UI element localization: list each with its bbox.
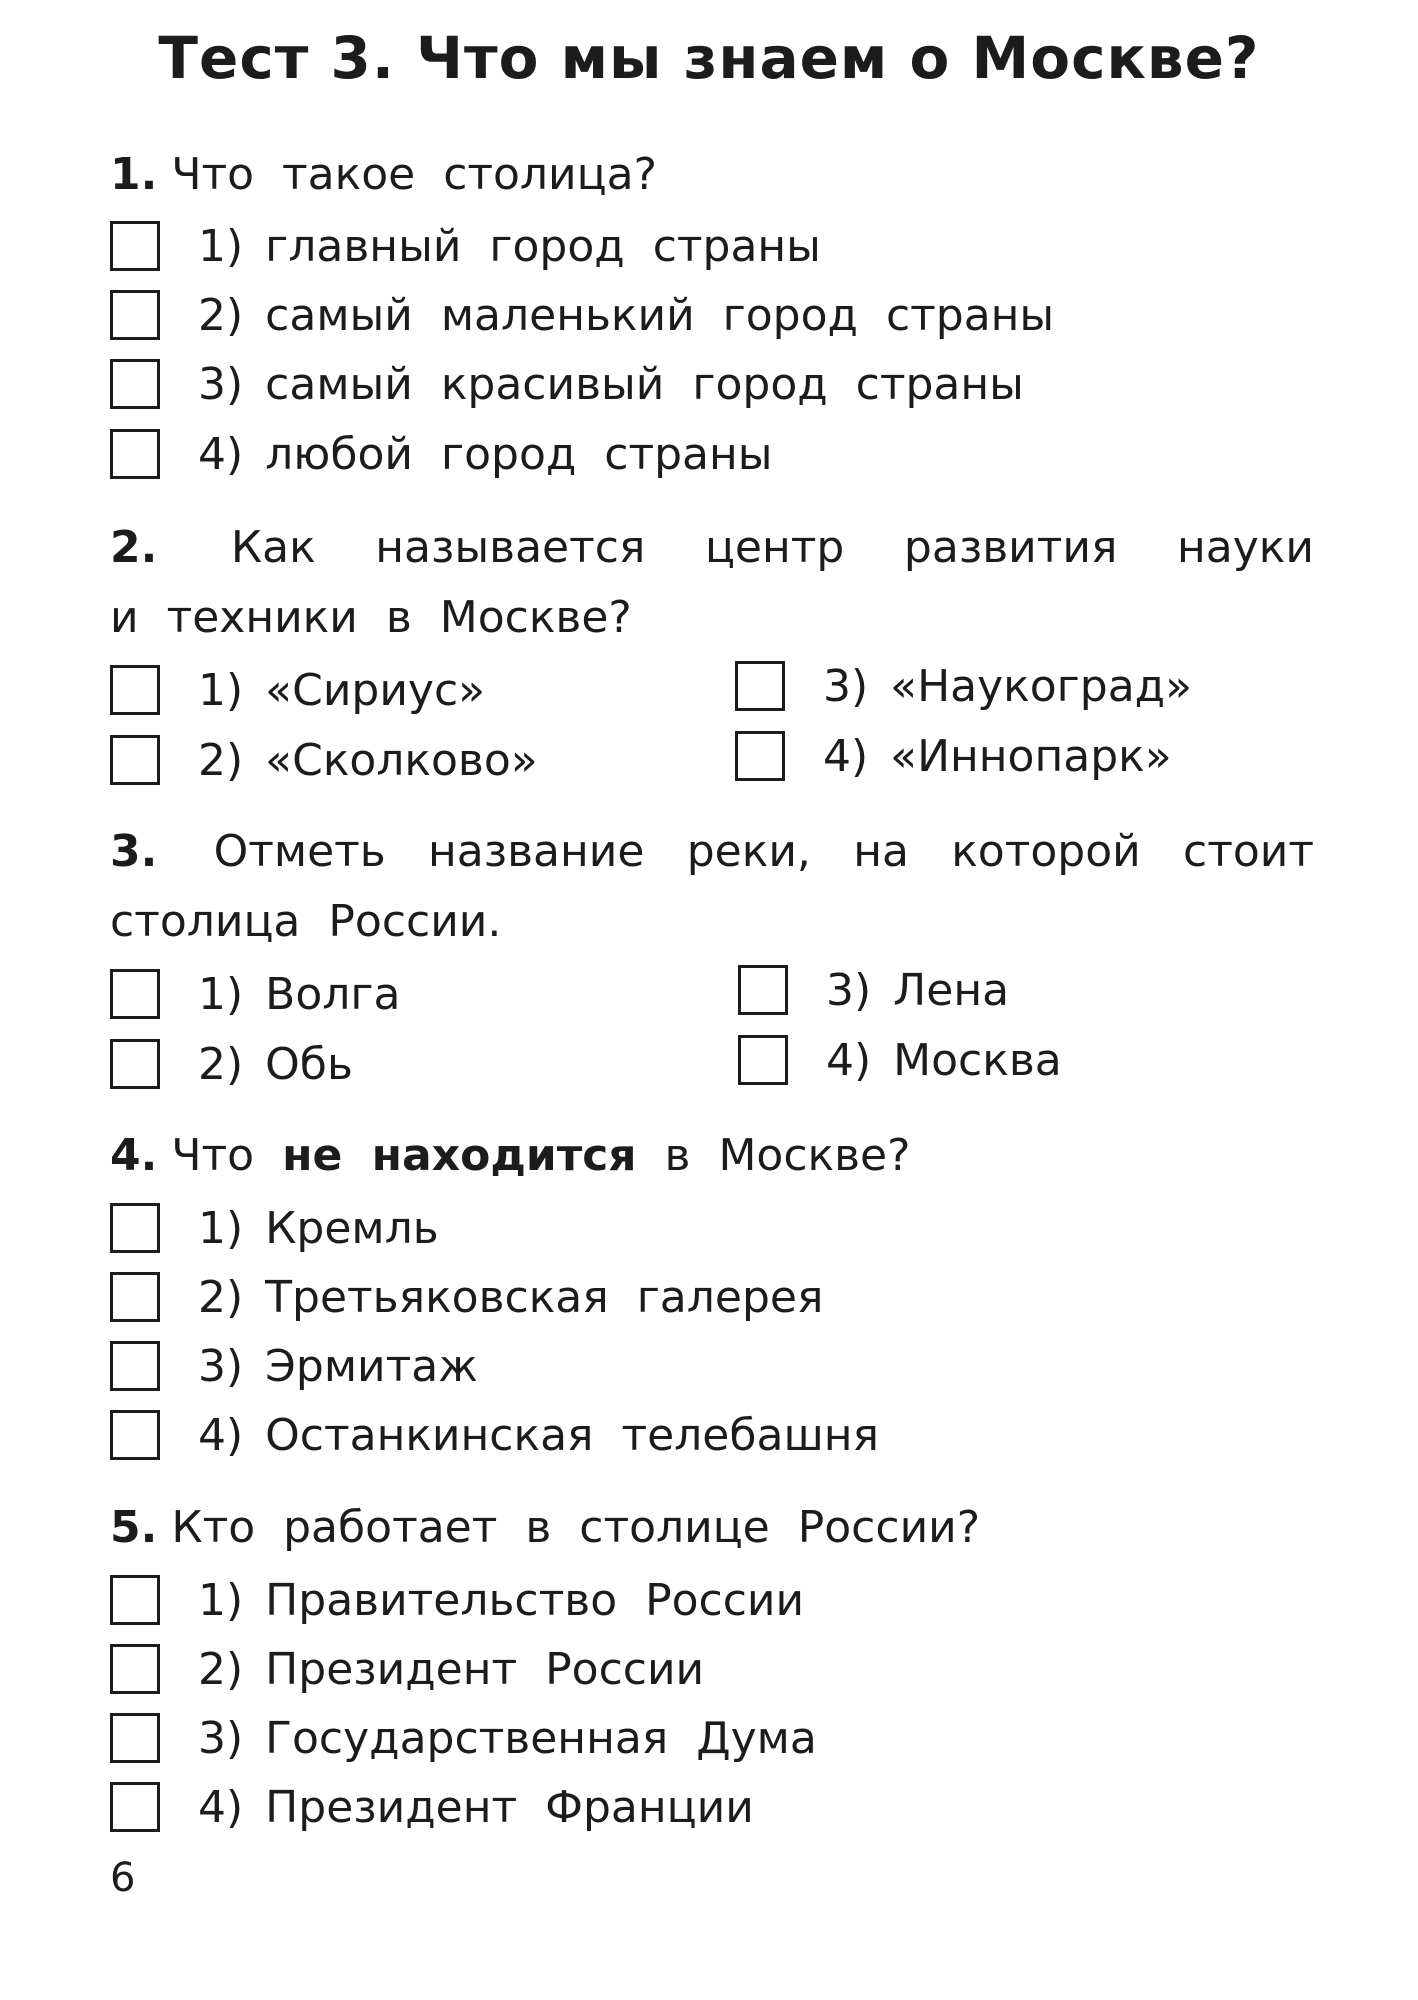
option-text: «Сириус» (265, 664, 486, 716)
question-word: стоит (1183, 826, 1314, 877)
option-text: главный город страны (265, 220, 821, 272)
option-text: любой город страны (265, 428, 773, 480)
option-text: Третьяковская галерея (265, 1271, 824, 1323)
question-1 (110, 145, 657, 205)
option-number: 4) (198, 1781, 244, 1833)
option-text: «Сколково» (265, 734, 538, 786)
option-number: 1) (198, 220, 244, 272)
option-text: «Наукоград» (890, 660, 1193, 712)
option-number: 3) (823, 660, 869, 712)
answer-option[interactable] (738, 1030, 1062, 1090)
answer-checkbox[interactable] (110, 1575, 160, 1625)
option-text: Лена (893, 964, 1010, 1016)
answer-option[interactable] (110, 1198, 439, 1258)
option-number: 1) (198, 1574, 244, 1626)
option-text: Волга (265, 968, 401, 1020)
answer-checkbox[interactable] (110, 1713, 160, 1763)
question-text: Кто работает в столице России? (171, 1502, 981, 1553)
answer-checkbox[interactable] (110, 1410, 160, 1460)
answer-checkbox[interactable] (110, 1782, 160, 1832)
option-text: Эрмитаж (265, 1340, 478, 1392)
question-number: 2. (110, 522, 158, 573)
answer-checkbox[interactable] (110, 290, 160, 340)
option-number: 3) (198, 358, 244, 410)
answer-checkbox[interactable] (110, 665, 160, 715)
answer-checkbox[interactable] (110, 1341, 160, 1391)
answer-option[interactable] (110, 354, 1024, 414)
option-text: Обь (265, 1038, 353, 1090)
answer-checkbox[interactable] (738, 1035, 788, 1085)
option-number: 4) (198, 428, 244, 480)
option-number: 2) (198, 734, 244, 786)
answer-option[interactable] (110, 1034, 353, 1094)
option-number: 4) (826, 1034, 872, 1086)
question-5 (110, 1498, 980, 1558)
option-number: 2) (198, 1271, 244, 1323)
question-word: развития (903, 522, 1118, 573)
question-number: 4. (110, 1130, 158, 1181)
answer-checkbox[interactable] (110, 735, 160, 785)
option-number: 3) (198, 1712, 244, 1764)
option-number: 2) (198, 289, 244, 341)
question-word: на (853, 826, 909, 877)
page-number: 6 (110, 1855, 136, 1901)
question-word: центр (704, 522, 845, 573)
question-word: называется (375, 522, 646, 573)
option-text: «Иннопарк» (890, 730, 1172, 782)
question-word: реки, (686, 826, 811, 877)
question-4 (110, 1126, 910, 1186)
answer-option[interactable] (110, 964, 400, 1024)
question-word: Отметь (213, 826, 386, 877)
option-text: Кремль (265, 1202, 439, 1254)
answer-checkbox[interactable] (110, 429, 160, 479)
question-2-line-1 (110, 518, 1314, 578)
answer-checkbox[interactable] (110, 221, 160, 271)
answer-option[interactable] (110, 1336, 478, 1396)
option-text: Президент Франции (265, 1781, 754, 1833)
answer-checkbox[interactable] (110, 1039, 160, 1089)
answer-option[interactable] (110, 216, 821, 276)
answer-checkbox[interactable] (110, 1272, 160, 1322)
answer-checkbox[interactable] (738, 965, 788, 1015)
question-text-after: в Москве? (664, 1130, 911, 1181)
answer-option[interactable] (110, 660, 485, 720)
question-3-line-1 (110, 822, 1314, 882)
option-text: самый маленький город страны (265, 289, 1055, 341)
question-number: 5. (110, 1502, 158, 1553)
answer-option[interactable] (110, 730, 538, 790)
option-text: Президент России (265, 1643, 705, 1695)
option-number: 4) (823, 730, 869, 782)
option-text: Останкинская телебашня (265, 1409, 879, 1461)
option-number: 3) (198, 1340, 244, 1392)
answer-option[interactable] (110, 1639, 704, 1699)
question-word: название (428, 826, 645, 877)
option-number: 2) (198, 1038, 244, 1090)
answer-option[interactable] (110, 1267, 823, 1327)
answer-option[interactable] (110, 1570, 804, 1630)
answer-option[interactable] (735, 726, 1172, 786)
question-number: 1. (110, 149, 158, 200)
option-number: 3) (826, 964, 872, 1016)
answer-checkbox[interactable] (110, 359, 160, 409)
question-word: которой (951, 826, 1141, 877)
answer-option[interactable] (738, 960, 1009, 1020)
question-text: Что такое столица? (171, 149, 657, 200)
page-title: Тест 3. Что мы знаем о Москве? (158, 24, 1260, 92)
option-text: Государственная Дума (265, 1712, 817, 1764)
answer-option[interactable] (110, 1708, 817, 1768)
question-3-line-2: столица России. (110, 896, 502, 947)
option-number: 1) (198, 1202, 244, 1254)
answer-checkbox[interactable] (110, 1203, 160, 1253)
option-number: 4) (198, 1409, 244, 1461)
question-text-emphasis: не находится (282, 1130, 637, 1181)
option-text: Москва (893, 1034, 1062, 1086)
answer-option[interactable] (110, 1405, 879, 1465)
option-number: 1) (198, 664, 244, 716)
option-text: Правительство России (265, 1574, 805, 1626)
question-number: 3. (110, 826, 158, 877)
answer-checkbox[interactable] (735, 661, 785, 711)
answer-option[interactable] (110, 1777, 754, 1837)
option-number: 1) (198, 968, 244, 1020)
option-number: 2) (198, 1643, 244, 1695)
answer-checkbox[interactable] (110, 1644, 160, 1694)
question-text-before: Что (171, 1130, 255, 1181)
question-word: Как (230, 522, 316, 573)
question-2-line-2: и техники в Москве? (110, 592, 632, 643)
question-word: науки (1177, 522, 1314, 573)
answer-checkbox[interactable] (110, 969, 160, 1019)
answer-option[interactable] (110, 285, 1054, 345)
answer-checkbox[interactable] (735, 731, 785, 781)
answer-option[interactable] (735, 656, 1192, 716)
option-text: самый красивый город страны (265, 358, 1024, 410)
answer-option[interactable] (110, 424, 773, 484)
